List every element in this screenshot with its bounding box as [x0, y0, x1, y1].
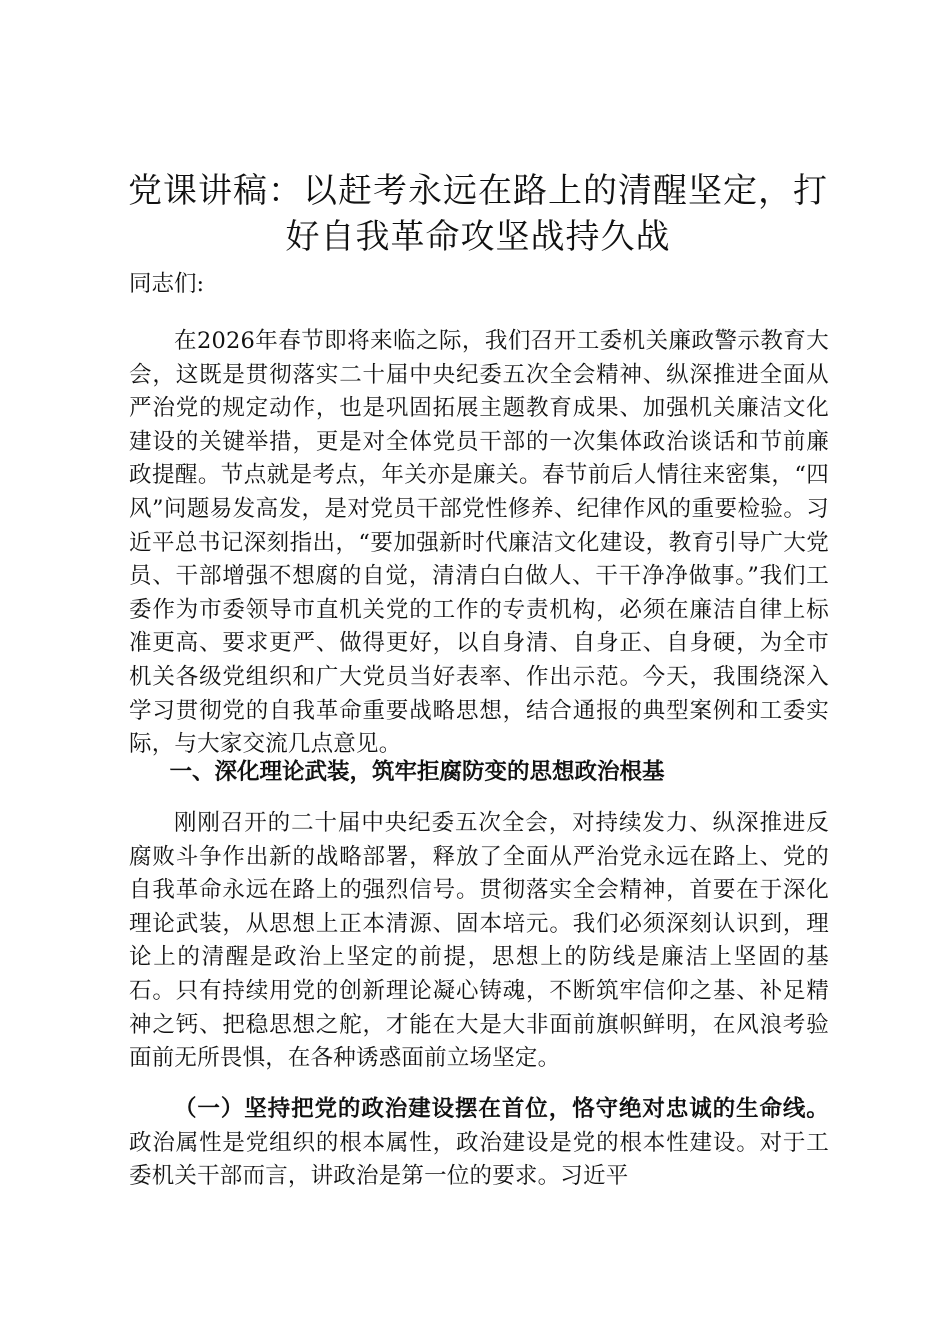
subsection-1-paragraph	[129, 1093, 829, 1194]
subsection-1-body: 政治属性是党组织的根本属性，政治建设是党的根本性建设。对于工委机关干部而言，讲政治是第一位的要求。习近平	[129, 1129, 829, 1190]
salutation: 同志们:	[129, 271, 205, 297]
document-title: 党课讲稿：以赶考永远在路上的清醒坚定，打好自我革命攻坚战持久战	[128, 171, 828, 257]
intro-paragraph: 在2026年春节即将来临之际，我们召开工委机关廉政警示教育大会，这既是贯彻落实二十届中央纪委五次全会精神、纵深推进全面从严治党的规定动作，也是巩固拓展主题教育成果、加强机关廉洁文化建设的关键举措，更是对全体党员干部的一次集体政治谈话和节前廉政提醒。节点就是考点，年关亦是廉关。春节前后人情往来密集，“四风”问题易发高发，是对党员干部党性修养、纪律作风的重要检验。习近平总书记深刻指出，“要加强新时代廉洁文化建设，教育引导广大党员、干部增强不想腐的自觉，清清白白做人、干干净净做事。”我们工委作为市委领导市直机关党的工作的专责机构，必须在廉洁自律上标准更高、要求更严、做得更好，以自身清、自身正、自身硬，为全市机关各级党组织和广大党员当好表率、作出示范。今天，我围绕深入学习贯彻党的自我革命重要战略思想，结合通报的典型案例和工委实际，与大家交流几点意见。	[129, 328, 829, 758]
section-heading-1: 一、深化理论武装，筑牢拒腐防变的思想政治根基	[169, 759, 665, 785]
subsection-heading-1: （一）坚持把党的政治建设摆在首位，恪守绝对忠诚的生命线。	[174, 1096, 829, 1122]
section-1-paragraph: 刚刚召开的二十届中央纪委五次全会，对持续发力、纵深推进反腐败斗争作出新的战略部署，释放了全面从严治党永远在路上、党的自我革命永远在路上的强烈信号。贯彻落实全会精神，首要在于深化理论武装，从思想上正本清源、固本培元。我们必须深刻认识到，理论上的清醒是政治上坚定的前提，思想上的防线是廉洁上坚固的基石。只有持续用党的创新理论凝心铸魂，不断筑牢信仰之基、补足精神之钙、把稳思想之舵，才能在大是大非面前旗帜鲜明，在风浪考验面前无所畏惧，在各种诱惑面前立场坚定。	[129, 810, 829, 1072]
